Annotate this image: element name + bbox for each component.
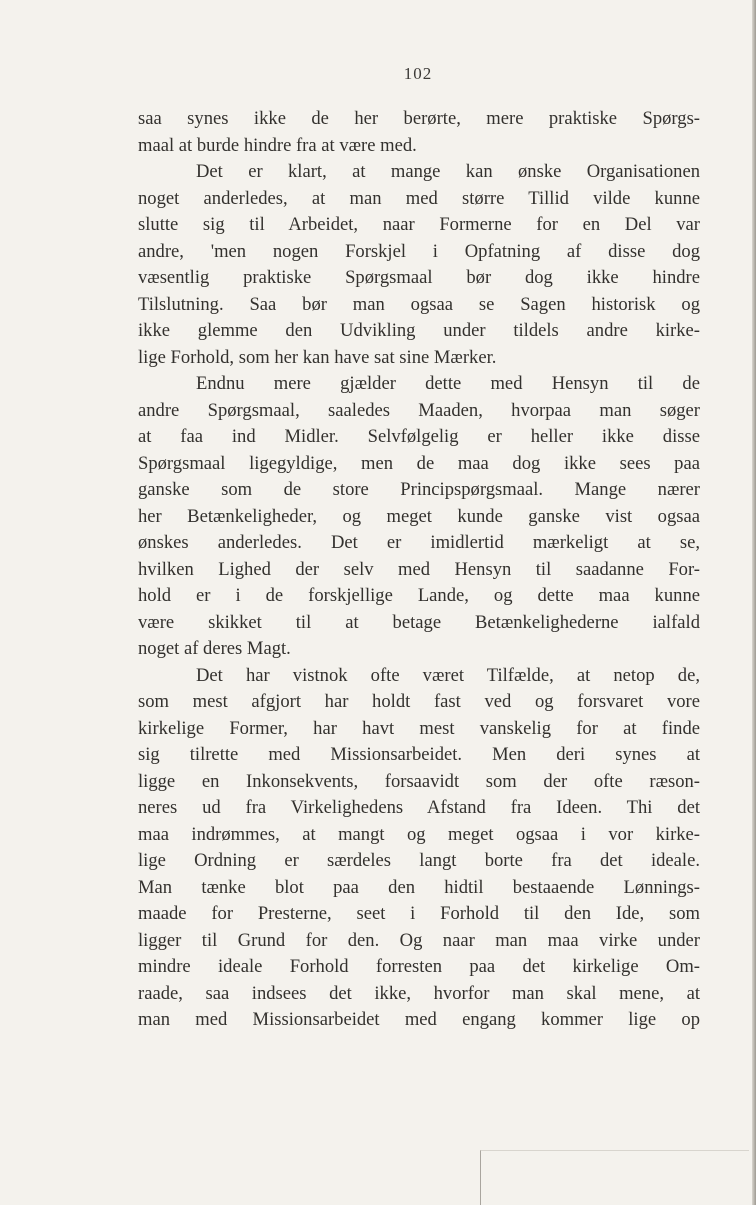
text-line: være skikket til at betage Betænkelighederne ialfald: [138, 611, 700, 633]
text-line: lige Forhold, som her kan have sat sine Mærker.: [138, 346, 497, 368]
text-line: ligger til Grund for den. Og naar man maa virke under: [138, 929, 700, 951]
text-line: Spørgsmaal ligegyldige, men de maa dog ikke sees paa: [138, 452, 700, 474]
page-number: 102: [403, 64, 433, 83]
text-line: raade, saa indsees det ikke, hvorfor man skal mene, at: [138, 982, 700, 1004]
text-line: her Betænkeligheder, og meget kunde ganske vist ogsaa: [138, 505, 700, 527]
text-line: maa indrømmes, at mangt og meget ogsaa i vor kirke-: [138, 823, 700, 845]
text-line: at faa ind Midler. Selvfølgelig er heller ikke disse: [138, 426, 700, 447]
text-line: noget af deres Magt.: [138, 638, 291, 659]
text-line: ønskes anderledes. Det er imidlertid mærkeligt at se,: [138, 532, 700, 553]
text-line: Det har vistnok ofte været Tilfælde, at netop de,: [196, 664, 700, 686]
text-line: som mest afgjort har holdt fast ved og forsvaret vore: [138, 691, 700, 712]
text-line: andre Spørgsmaal, saaledes Maaden, hvorpaa man søger: [138, 399, 700, 421]
text-line: Det er klart, at mange kan ønske Organisationen: [196, 161, 700, 182]
text-line: man med Missionsarbeidet med engang kommer lige op: [138, 1009, 700, 1030]
text-line: sig tilrette med Missionsarbeidet. Men deri synes at: [138, 744, 700, 765]
text-line: ikke glemme den Udvikling under tildels andre kirke-: [138, 320, 700, 341]
text-line: Man tænke blot paa den hidtil bestaaende Lønnings-: [138, 876, 700, 898]
text-line: Endnu mere gjælder dette med Hensyn til de: [196, 373, 700, 394]
text-line: saa synes ikke de her berørte, mere praktiske Spørgs-: [138, 108, 700, 129]
text-line: hold er i de forskjellige Lande, og dette maa kunne: [138, 585, 700, 606]
text-line: slutte sig til Arbeidet, naar Formerne for en Del var: [138, 214, 700, 235]
text-line: ganske som de store Principspørgsmaal. Mange nærer: [138, 479, 700, 500]
text-line: andre, 'men nogen Forskjel i Opfatning af disse dog: [138, 240, 700, 262]
text-line: maade for Presterne, seet i Forhold til den Ide, som: [138, 903, 700, 924]
body-text: [138, 106, 700, 1034]
text-line: hvilken Lighed der selv med Hensyn til saadanne For-: [138, 558, 700, 580]
scan-corner-mark: [480, 1150, 749, 1205]
text-line: noget anderledes, at man med større Tillid vilde kunne: [138, 187, 700, 209]
text-line: mindre ideale Forhold forresten paa det kirkelige Om-: [138, 956, 700, 977]
text-line: neres ud fra Virkelighedens Afstand fra Ideen. Thi det: [138, 797, 700, 818]
text-line: kirkelige Former, har havt mest vanskelig for at finde: [138, 717, 700, 739]
text-line: lige Ordning er særdeles langt borte fra det ideale.: [138, 850, 700, 871]
text-line: maal at burde hindre fra at være med.: [138, 134, 417, 156]
text-line: Tilslutning. Saa bør man ogsaa se Sagen historisk og: [138, 293, 700, 315]
text-line: væsentlig praktiske Spørgsmaal bør dog ikke hindre: [138, 267, 700, 288]
page-edge-shadow: [752, 0, 756, 1205]
text-line: ligge en Inkonsekvents, forsaavidt som der ofte ræson-: [138, 770, 700, 792]
